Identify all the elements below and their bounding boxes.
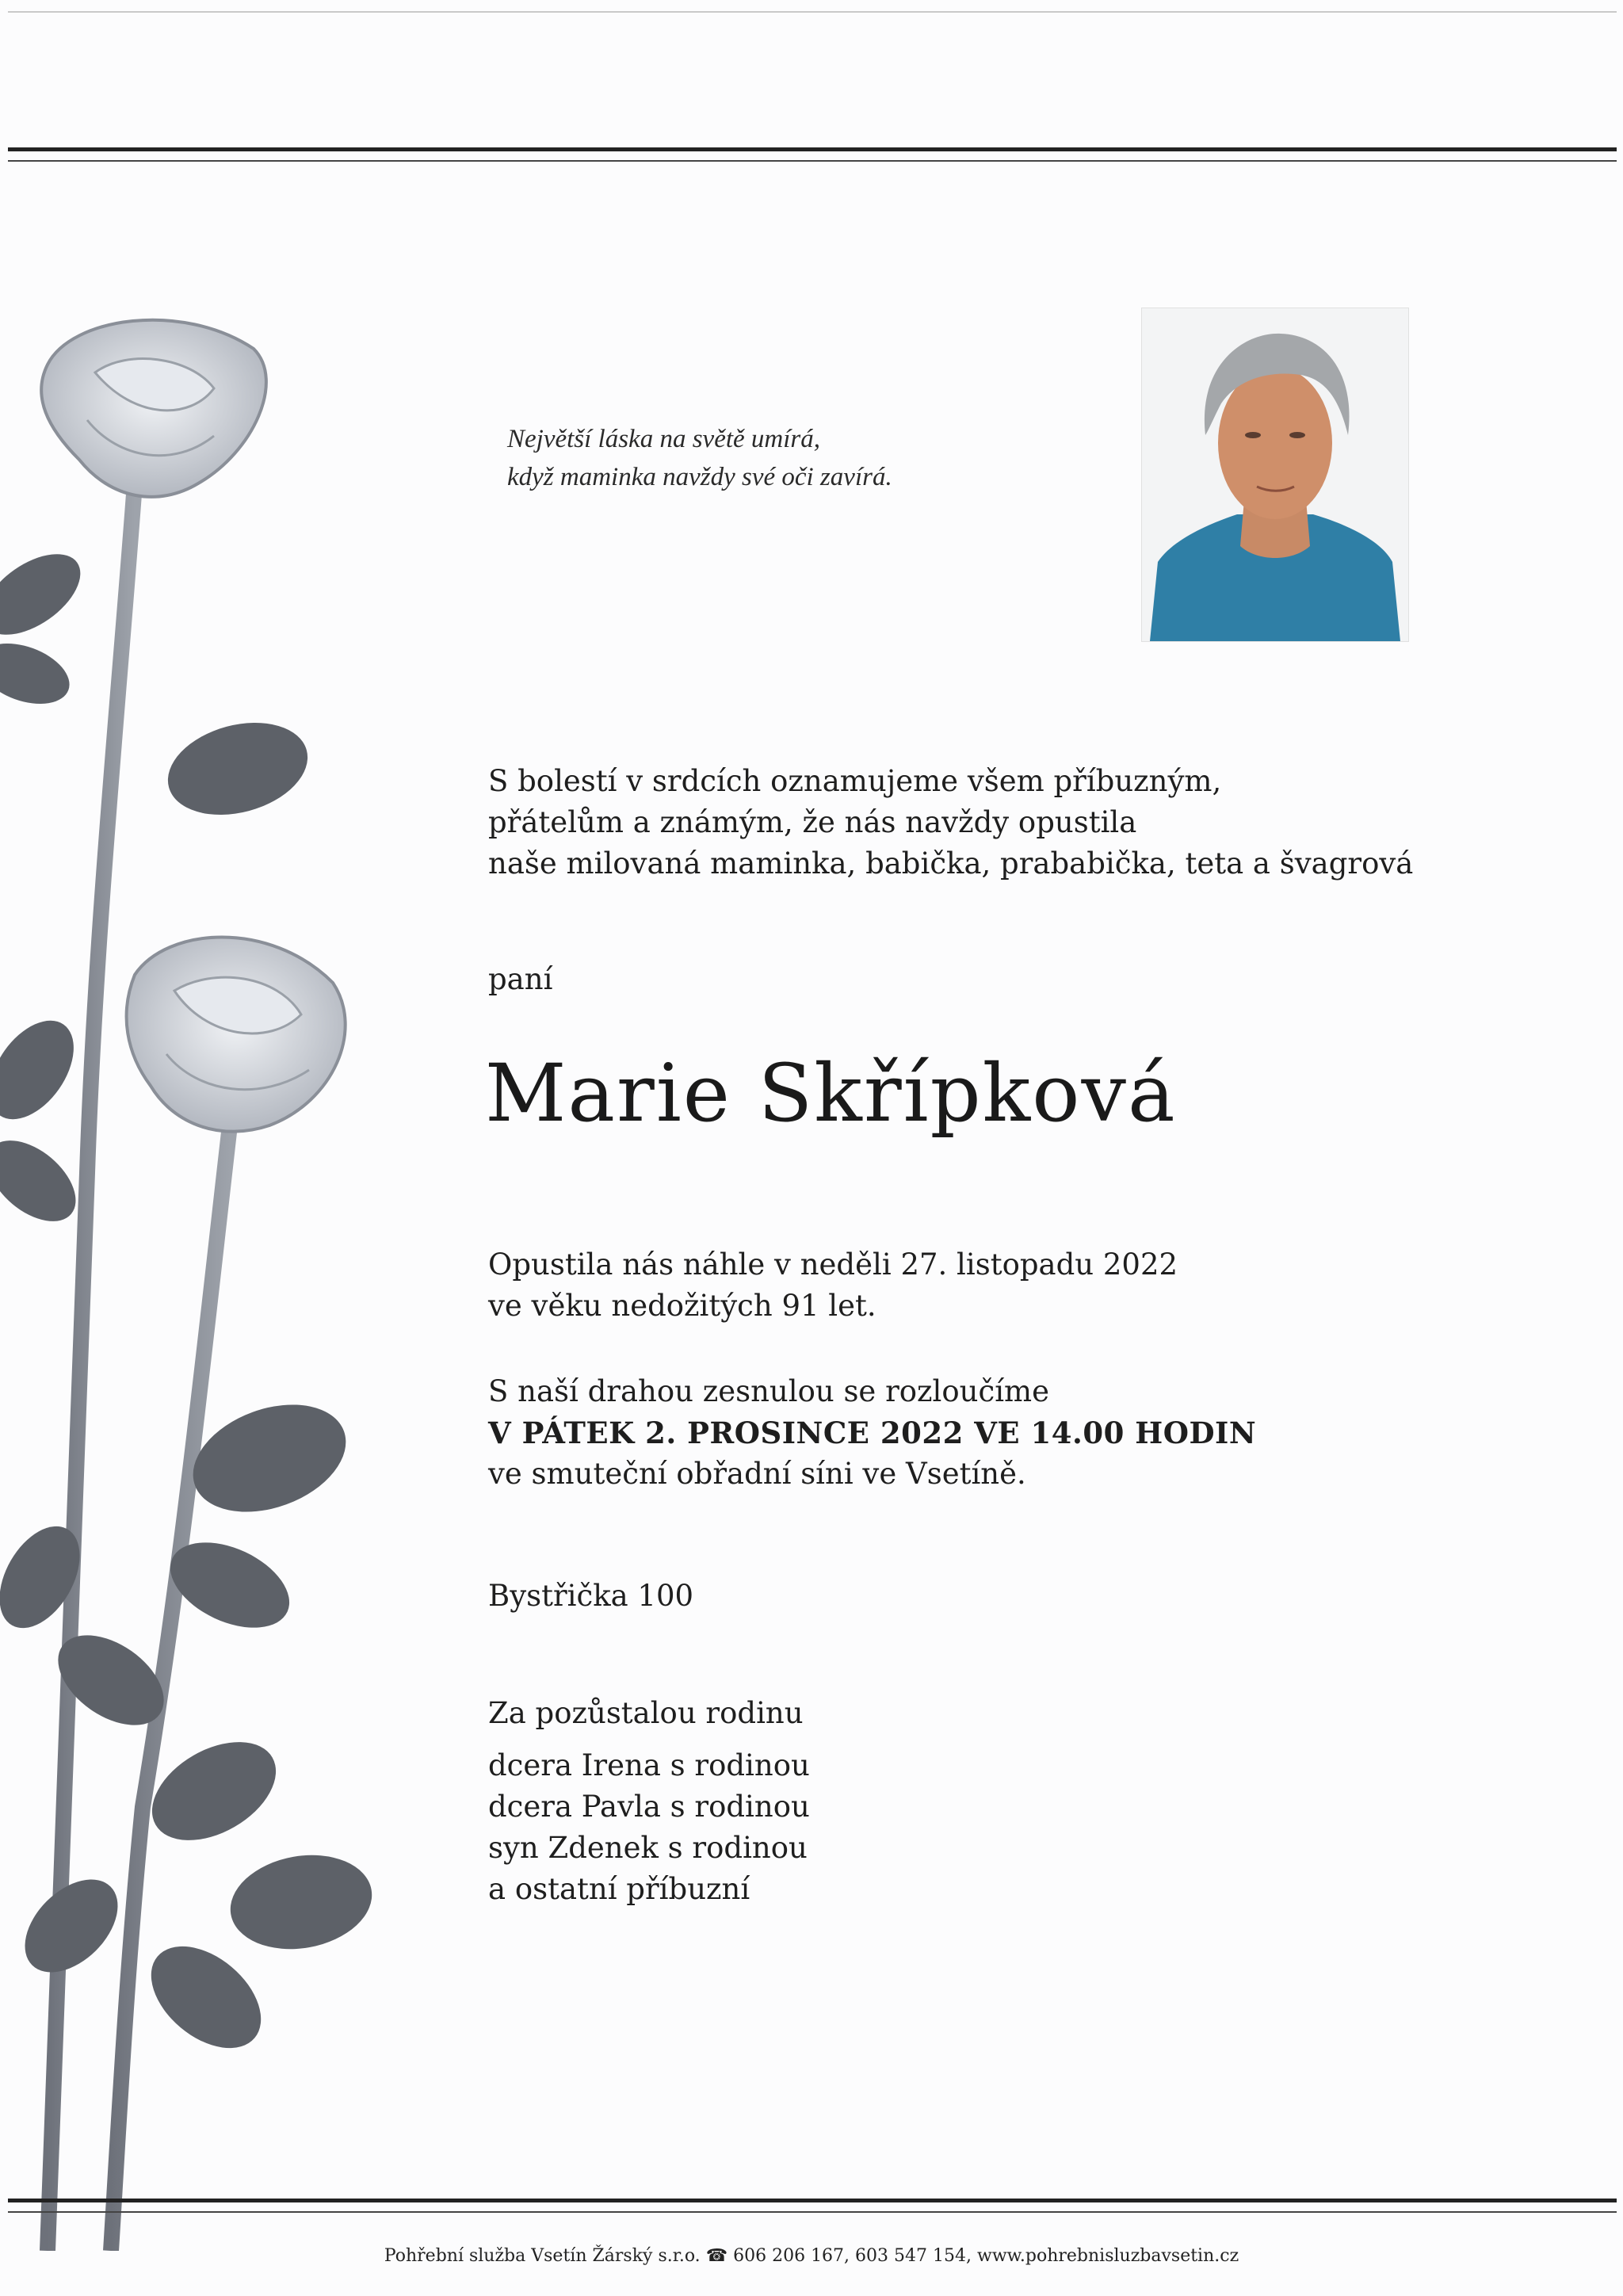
deceased-name: Marie Skřípková — [485, 1047, 1177, 1140]
rose-leaf — [7, 1862, 135, 1989]
motto-line: když maminka navždy své oči zavírá. — [507, 463, 892, 491]
footer-website[interactable]: www.pohrebnisluzbavsetin.cz — [977, 2246, 1239, 2266]
bottom-rule-thin — [8, 2211, 1617, 2213]
address: Bystřička 100 — [488, 1579, 694, 1613]
intro-line: S bolestí v srdcích oznamujeme všem příbuzným, — [488, 764, 1222, 798]
funeral-service-footer — [0, 2246, 1623, 2266]
rose-leaf — [158, 709, 318, 830]
rose-leaf — [0, 538, 94, 651]
rose-bloom-bottom — [127, 938, 346, 1132]
family-heading: Za pozůstalou rodinu — [488, 1696, 804, 1730]
rose-bloom-top — [41, 320, 266, 497]
death-info — [488, 1244, 1178, 1327]
farewell-info — [488, 1371, 1256, 1495]
family-member: dcera Pavla s rodinou — [488, 1790, 810, 1824]
footer-company: Pohřební služba Vsetín Žárský s.r.o. — [384, 2246, 701, 2266]
rose-leaf — [0, 632, 78, 716]
rose-leaf — [0, 1006, 91, 1135]
rose-leaf — [132, 1926, 281, 2068]
roses-illustration — [0, 301, 372, 2251]
top-rule-thick — [8, 147, 1617, 151]
intro-line: naše milovaná maminka, babička, prababička, teta a švagrová — [488, 846, 1414, 881]
salutation: paní — [488, 962, 553, 996]
top-edge-line — [8, 11, 1617, 13]
bottom-rule-thick — [8, 2199, 1617, 2202]
rose-leaf — [0, 1125, 90, 1237]
death-info-line: Opustila nás náhle v neděli 27. listopadu 2022 — [488, 1247, 1178, 1282]
footer-phones: 606 206 167, 603 547 154, — [733, 2246, 972, 2266]
farewell-line: ve smuteční obřadní síni ve Vsetíně. — [488, 1457, 1026, 1491]
intro-line: přátelům a známým, že nás navždy opustila — [488, 805, 1137, 839]
death-info-line: ve věku nedožitých 91 let. — [488, 1289, 876, 1323]
rose-leaf — [223, 1844, 372, 1959]
family-member: a ostatní příbuzní — [488, 1872, 750, 1906]
family-member: dcera Irena s rodinou — [488, 1748, 810, 1782]
family-member: syn Zdenek s rodinou — [488, 1831, 808, 1865]
ceremony-datetime: V PÁTEK 2. PROSINCE 2022 VE 14.00 HODIN — [488, 1415, 1257, 1450]
motto-verse — [507, 420, 983, 496]
top-rule-thin — [8, 160, 1617, 162]
farewell-line: S naší drahou zesnulou se rozloučíme — [488, 1374, 1050, 1408]
portrait-photo — [1141, 308, 1409, 642]
announcement-intro — [488, 761, 1413, 884]
telephone-icon: ☎ — [705, 2246, 728, 2266]
family-block — [488, 1693, 810, 1910]
motto-line: Největší láska na světě umírá, — [507, 425, 821, 453]
